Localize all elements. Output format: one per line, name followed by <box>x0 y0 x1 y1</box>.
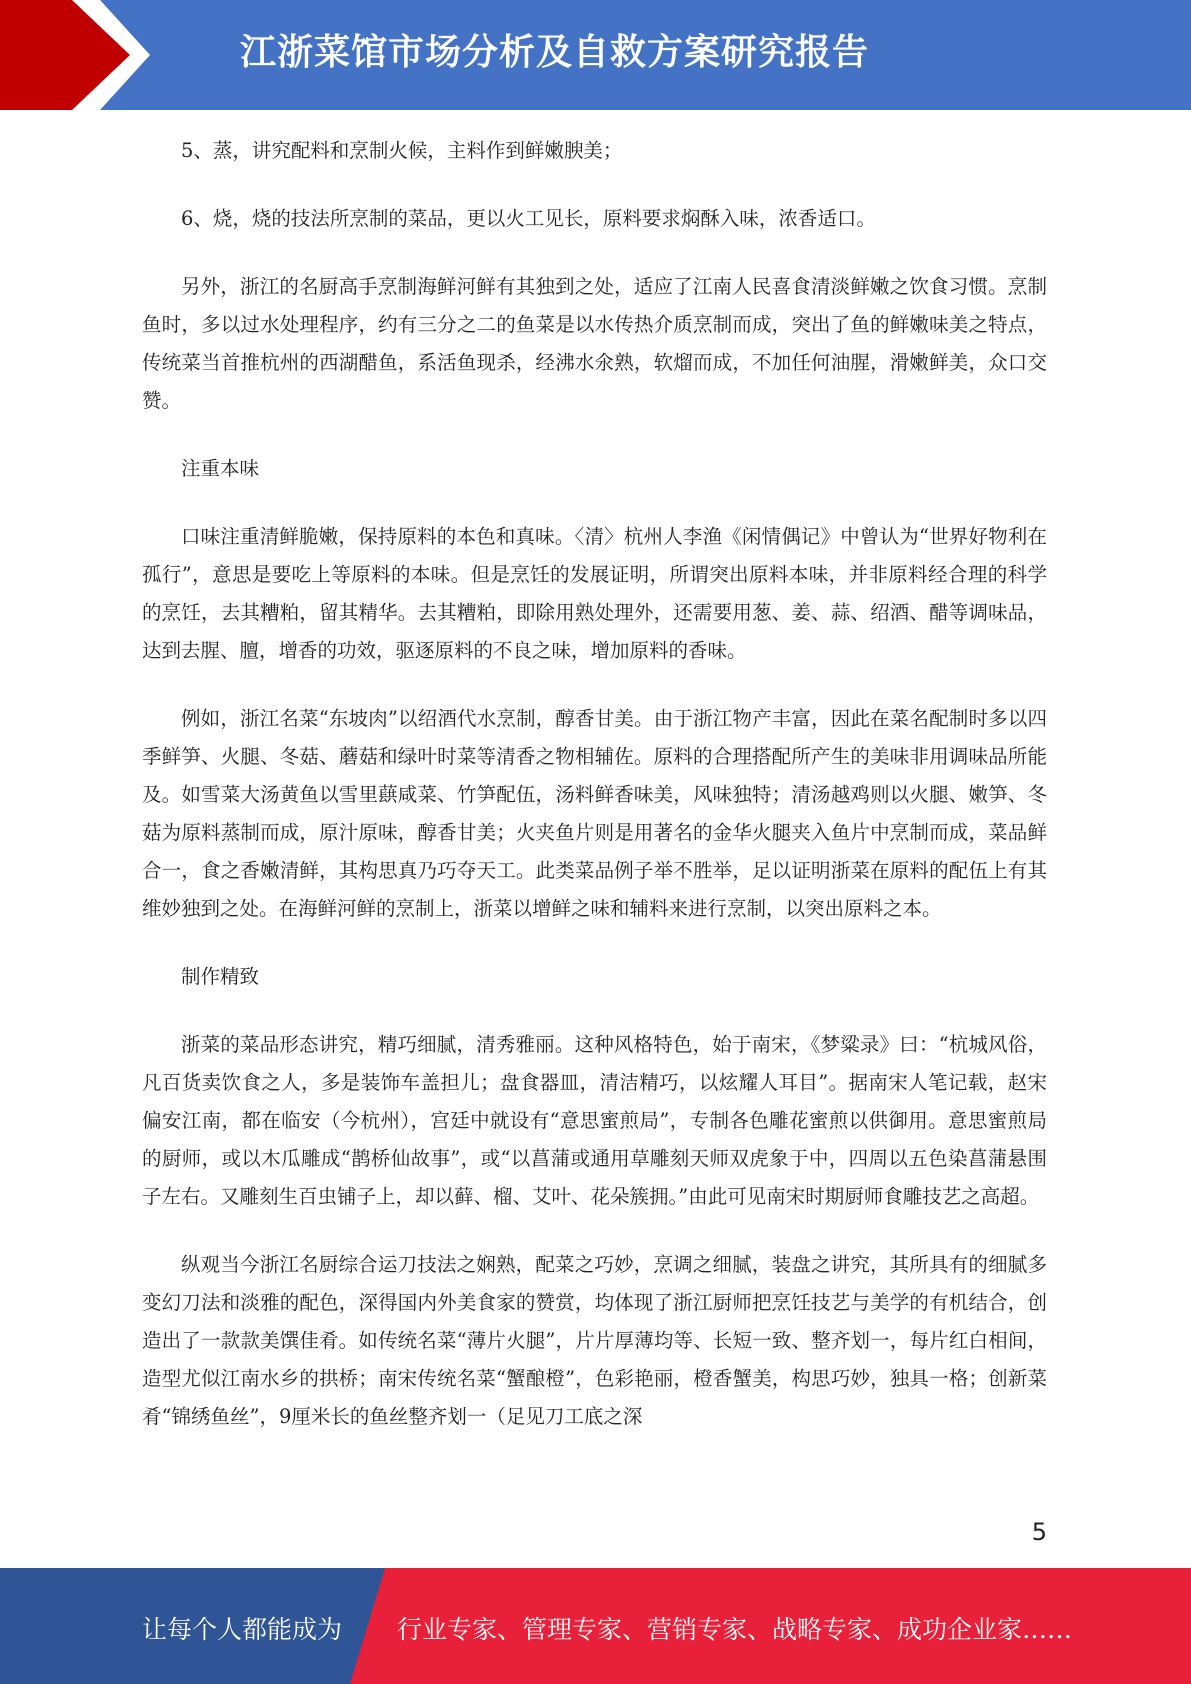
section-heading: 制作精致 <box>181 965 260 988</box>
footer-slogan-right: 行业专家、管理专家、营销专家、战略专家、成功企业家…… <box>397 1615 1073 1644</box>
body-paragraph: 6、烧，烧的技法所烹制的菜品，更以火工见长，原料要求焖酥入味，浓香适口。 <box>181 207 876 230</box>
document-body <box>142 132 1047 1466</box>
body-paragraph: 口味注重清鲜脆嫩，保持原料的本色和真味。〈清〉杭州人李渔《闲情偶记》中曾认为“世界好物利在孤行”，意思是要吃上等原料的本味。但是烹饪的发展证明，所谓突出原料本味，并非原料经合理的科学的烹饪，去其糟粕，留其精华。去其糟粕，即除用熟处理外，还需要用葱、姜、蒜、绍酒、醋等调味品，达到去腥、膻，增香的功效，驱逐原料的不良之味，增加原料的香味。 <box>142 525 1047 662</box>
report-title: 江浙菜馆市场分析及自救方案研究报告 <box>240 32 870 73</box>
page-number: 5 <box>1031 1518 1047 1546</box>
body-paragraph: 纵观当今浙江名厨综合运刀技法之娴熟，配菜之巧妙，烹调之细腻，装盘之讲究，其所具有的细腻多变幻刀法和淡雅的配色，深得国内外美食家的赞赏，均体现了浙江厨师把烹饪技艺与美学的有机结合，创造出了一款款美馔佳肴。如传统名菜“薄片火腿”，片片厚薄均等、长短一致、整齐划一，每片红白相间，造型尤似江南水乡的拱桥；南宋传统名菜“蟹酿橙”，色彩艳丽，橙香蟹美，构思巧妙，独具一格；创新菜肴“锦绣鱼丝”，9厘米长的鱼丝整齐划一（足见刀工底之深 <box>142 1253 1047 1428</box>
section-heading: 注重本味 <box>181 457 260 480</box>
body-paragraph: 另外，浙江的名厨高手烹制海鲜河鲜有其独到之处，适应了江南人民喜食清淡鲜嫩之饮食习惯。烹制鱼时，多以过水处理程序，约有三分之二的鱼菜是以水传热介质烹制而成，突出了鱼的鲜嫩味美之特点，传统菜当首推杭州的西湖醋鱼，系活鱼现杀，经沸水氽熟，软熘而成，不加任何油腥，滑嫩鲜美，众口交赞。 <box>142 275 1047 412</box>
body-paragraph: 5、蒸，讲究配料和烹制火候，主料作到鲜嫩腴美； <box>181 139 623 162</box>
body-paragraph: 例如，浙江名菜“东坡肉”以绍酒代水烹制，醇香甘美。由于浙江物产丰富，因此在菜名配制时多以四季鲜笋、火腿、冬菇、蘑菇和绿叶时菜等清香之物相辅佐。原料的合理搭配所产生的美味非用调味品所能及。如雪菜大汤黄鱼以雪里蕻咸菜、竹笋配伍，汤料鲜香味美，风味独特；清汤越鸡则以火腿、嫩笋、冬菇为原料蒸制而成，原汁原味，醇香甘美；火夹鱼片则是用著名的金华火腿夹入鱼片中烹制而成，菜品鲜合一，食之香嫩清鲜，其构思真乃巧夺天工。此类菜品例子举不胜举，足以证明浙菜在原料的配伍上有其维妙独到之处。在海鲜河鲜的烹制上，浙菜以增鲜之味和辅料来进行烹制，以突出原料之本。 <box>142 707 1047 920</box>
footer-slogan-left: 让每个人都能成为 <box>142 1615 343 1644</box>
page-footer <box>0 1568 1191 1684</box>
page-header <box>0 0 1191 110</box>
body-paragraph: 浙菜的菜品形态讲究，精巧细腻，清秀雅丽。这种风格特色，始于南宋，《梦粱录》曰：“杭城风俗，凡百货卖饮食之人，多是装饰车盖担儿；盘食器皿，清洁精巧，以炫耀人耳目”。据南宋人笔记载，赵宋偏安江南，都在临安（今杭州），宫廷中就设有“意思蜜煎局”，专制各色雕花蜜煎以供御用。意思蜜煎局的厨师，或以木瓜雕成“鹊桥仙故事”，或“以菖蒲或通用草雕刻天师双虎象于中，四周以五色染菖蒲悬围子左右。又雕刻生百虫铺子上，却以藓、榴、艾叶、花朵簇拥。”由此可见南宋时期厨师食雕技艺之高超。 <box>142 1033 1047 1208</box>
